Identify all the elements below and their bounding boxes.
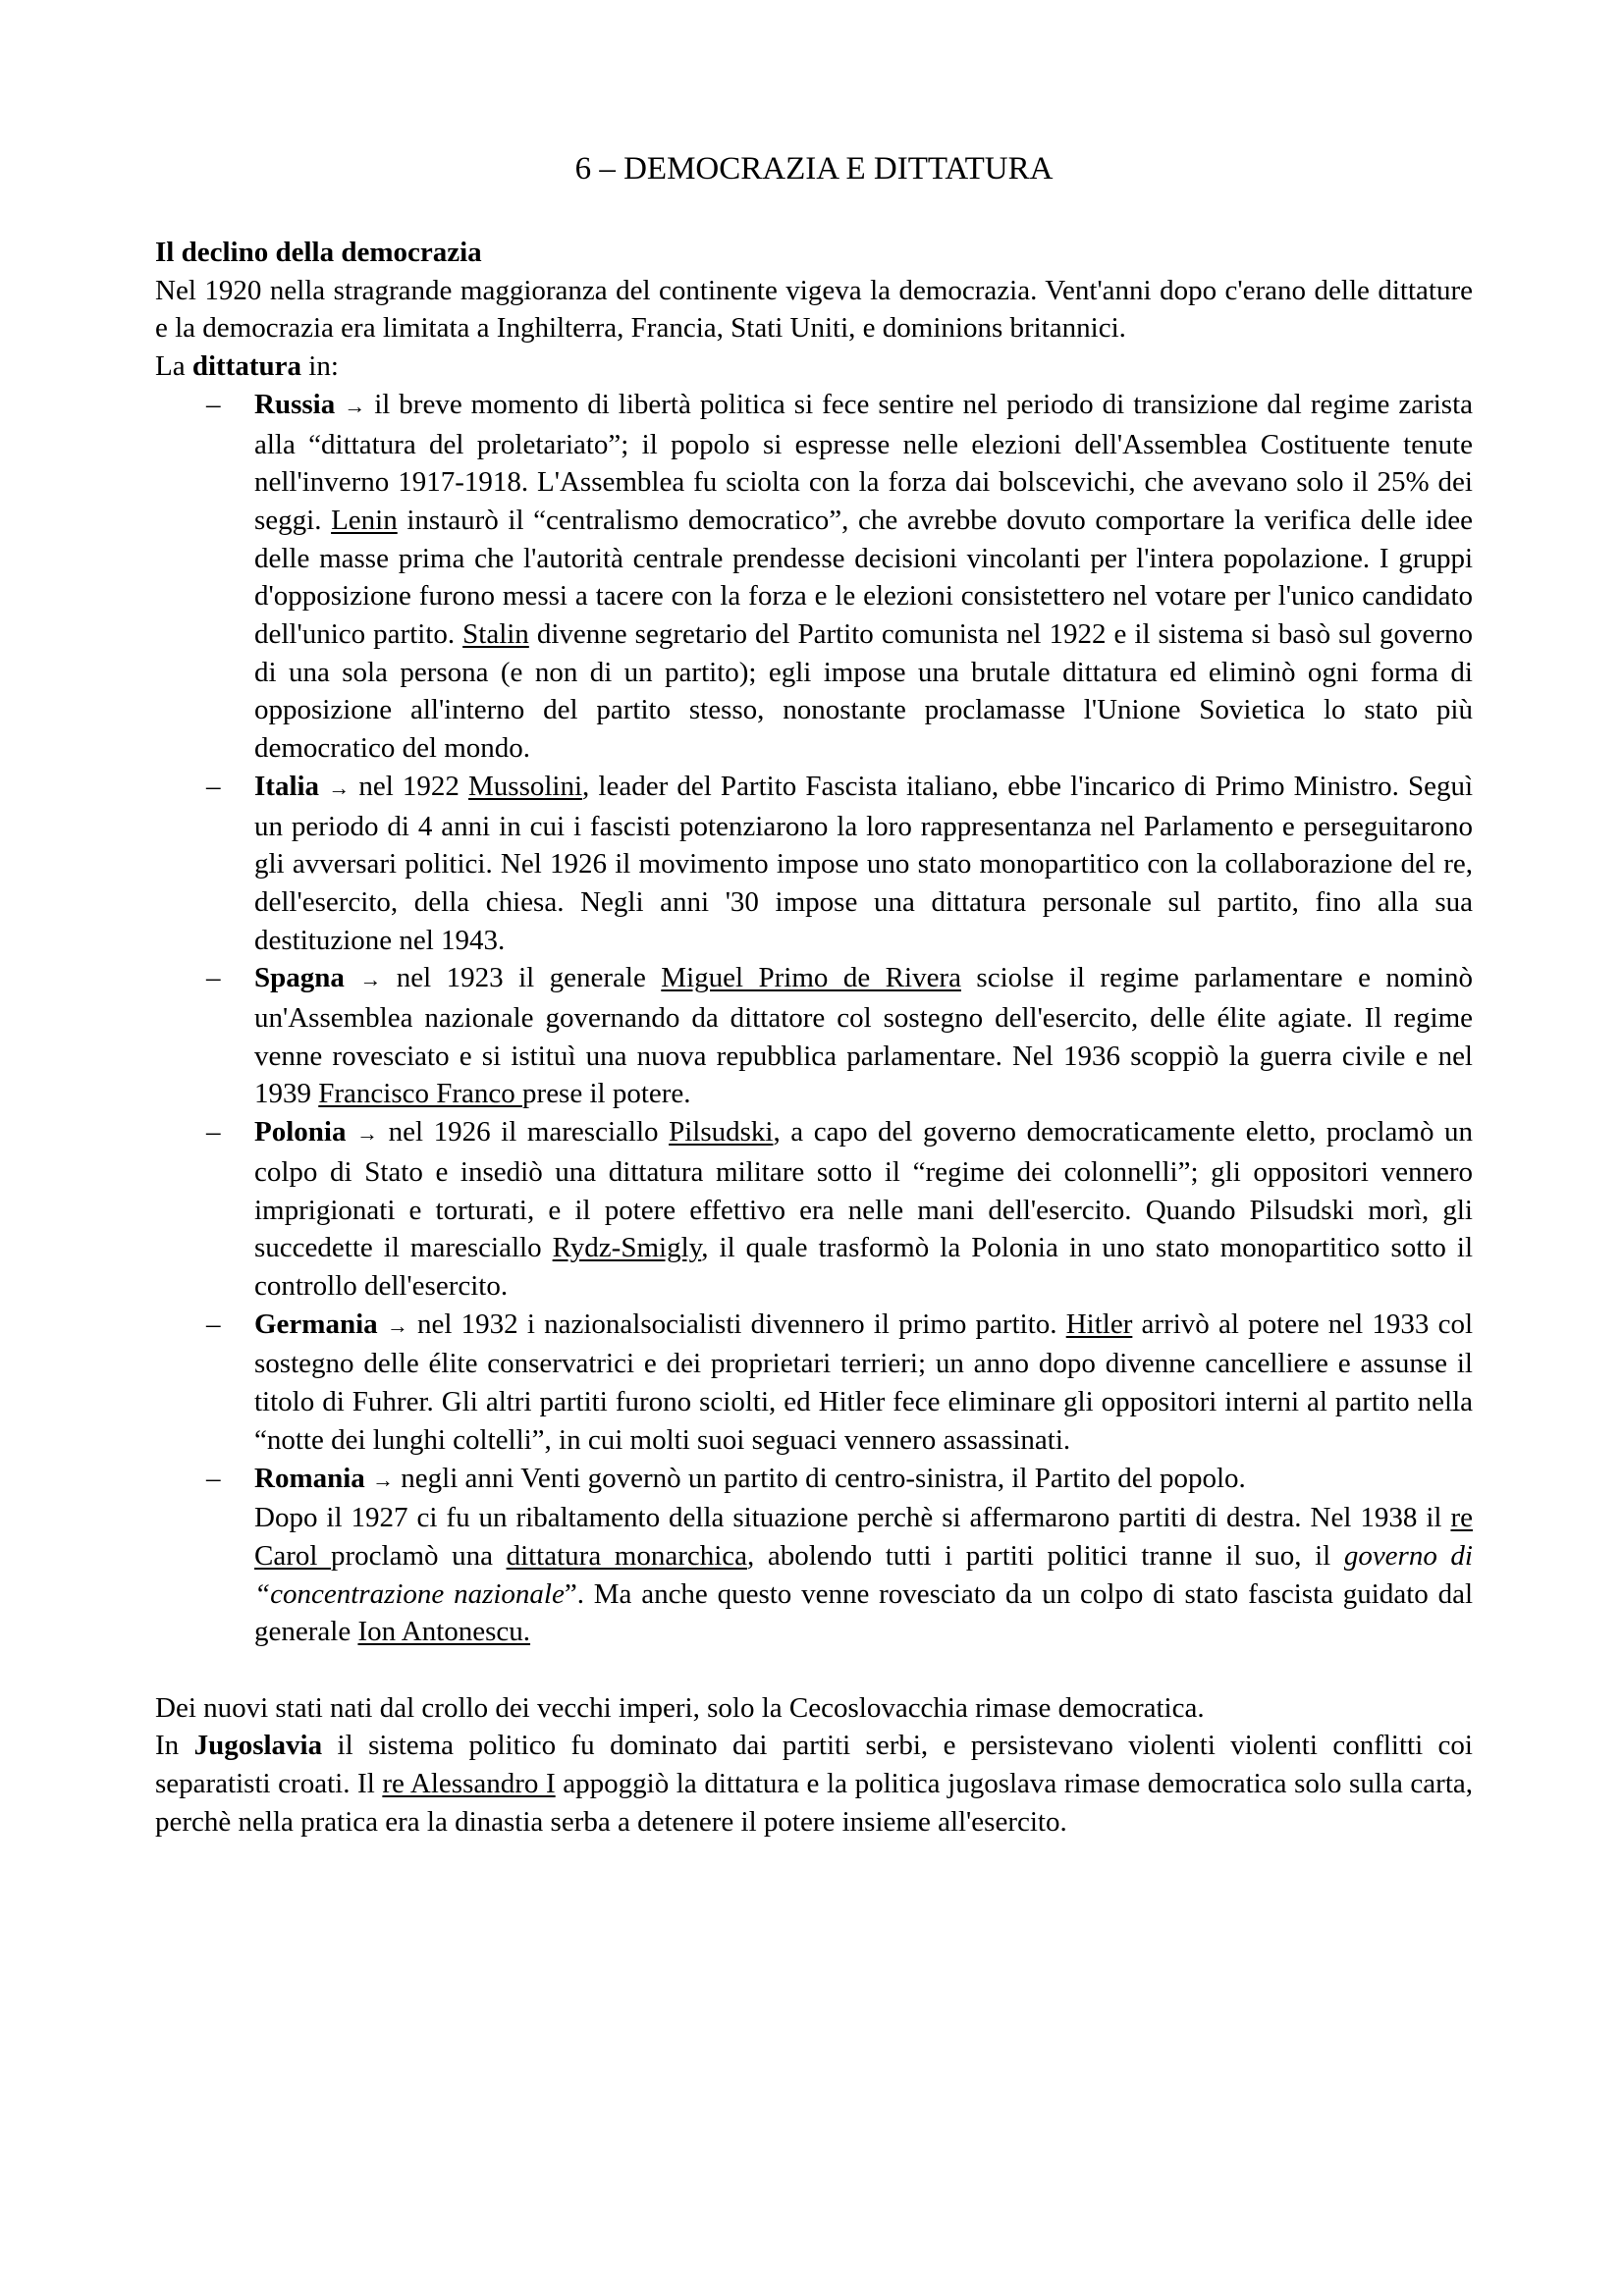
linked-name-antonescu: Ion Antonescu. xyxy=(357,1616,531,1648)
country-name: Italia xyxy=(254,770,320,802)
arrow-icon: → xyxy=(356,1121,379,1147)
arrow-icon: → xyxy=(359,967,382,992)
dash-bullet: – xyxy=(206,962,221,994)
country-name: Romania xyxy=(254,1462,365,1494)
dictatorship-word: dittatura xyxy=(191,350,302,383)
linked-name-primo-de-rivera: Miguel Primo de Rivera xyxy=(661,962,961,994)
linked-name-franco: Francisco Franco xyxy=(318,1078,523,1110)
country-list xyxy=(155,386,1473,1651)
document-title: 6 – DEMOCRAZIA E DITTATURA xyxy=(574,151,1054,187)
dictatorship-line: La dittatura in: xyxy=(155,350,339,383)
country-name: Germania xyxy=(254,1308,378,1340)
dash-bullet: – xyxy=(206,770,221,802)
list-item-italia: – Italia → nel 1922 Mussolini, leader del Partito Fascista italiano, ebbe l'incarico di Primo Ministro. Seguì un periodo di 4 anni in cui i fascisti potenziarono la loro rappresentanza nel Parlamento e perseguitarono gli avversari politici. Nel 1926 il movimento impose uno stato monopartitico con la collaborazione del re, dell'esercito, della chiesa. Negli anni '30 impose una dittatura personale sul partito, fino alla sua destituzione nel 1943. xyxy=(155,768,1473,960)
dash-bullet: – xyxy=(206,1116,221,1148)
linked-name-mussolini: Mussolini xyxy=(468,770,583,802)
linked-name-alessandro: re Alessandro I xyxy=(382,1768,556,1800)
list-item-spagna: – Spagna → nel 1923 il generale Miguel Primo de Rivera sciolse il regime parlamentare e nominò un'Assemblea nazionale governando da dittatore col sostegno dell'esercito, delle élite agiate. Il regime venne rovesciato e si istituì una nuova repubblica parlamentare. Nel 1936 scoppiò la guerra civile e nel 1939 Francisco Franco prese il potere. xyxy=(155,959,1473,1113)
linked-name-re-carol: re Carol xyxy=(254,1502,1473,1572)
linked-name-lenin: Lenin xyxy=(331,504,398,536)
linked-name-pilsudski: Pilsudski xyxy=(669,1116,774,1148)
list-item-romania: – Romania → negli anni Venti governò un partito di centro-sinistra, il Partito del popolo. Dopo il 1927 ci fu un ribaltamento della situazione perchè si affermarono partiti di destra. Nel 1938 il re Carol proclamò una dittatura monarchica, abolendo tutti i partiti politici tranne il suo, il governo di “concentrazione nazionale”. Ma anche questo venne rovesciato da un colpo di stato fascista guidato dal generale Ion Antonescu. xyxy=(155,1460,1473,1652)
section-heading: Il declino della democrazia xyxy=(155,237,482,268)
italic-term-governo: governo di “concentrazione nazionale xyxy=(254,1539,1473,1610)
country-name-jugoslavia: Jugoslavia xyxy=(193,1730,323,1762)
after-paragraph-2: In Jugoslavia il sistema politico fu dominato dai partiti serbi, e persistevano violenti violenti conflitti coi separatisti croati. Il re Alessandro I appoggiò la dittatura e la politica jugoslava rimase democratica solo sulla carta, perchè nella pratica era la dinastia serba a detenere il potere insieme all'esercito. xyxy=(155,1730,1473,1838)
country-name: Polonia xyxy=(254,1116,347,1148)
linked-name-hitler: Hitler xyxy=(1065,1308,1133,1340)
country-name: Russia xyxy=(254,388,336,420)
list-item-polonia: – Polonia → nel 1926 il maresciallo Pilsudski, a capo del governo democraticamente eletto, proclamò un colpo di Stato e insediò una dittatura militare sotto il “regime dei colonnelli”; gli oppositori vennero imprigionati e torturati, e il potere effettivo era nelle mani dell'esercito. Quando Pilsudski morì, gli succedette il maresciallo Rydz-Smigly, il quale trasformò la Polonia in uno stato monopartitico sotto il controllo dell'esercito. xyxy=(155,1113,1473,1306)
arrow-icon: → xyxy=(344,393,366,418)
country-name: Spagna xyxy=(254,962,345,994)
arrow-icon: → xyxy=(386,1312,408,1338)
linked-term-dittatura-monarchica: dittatura monarchica xyxy=(506,1539,748,1572)
after-paragraph-1: Dei nuovi stati nati dal crollo dei vecchi imperi, solo la Cecoslovacchia rimase democratica. xyxy=(155,1691,1205,1724)
paragraph-gap xyxy=(155,1651,1473,1689)
intro-paragraph: Nel 1920 nella stragrande maggioranza del continente vigeva la democrazia. Vent'anni dopo c'erano delle dittature e la democrazia era limitata a Inghilterra, Francia, Stati Uniti, e dominions britannici. xyxy=(155,274,1473,345)
list-item-germania: – Germania → nel 1932 i nazionalsocialisti divennero il primo partito. Hitler arrivò al potere nel 1933 col sostegno delle élite conservatrici e dei proprietari terrieri; un anno dopo divenne cancelliere e assunse il titolo di Fuhrer. Gli altri partiti furono sciolti, ed Hitler fece eliminare gli oppositori interni al partito nella “notte dei lunghi coltelli”, in cui molti suoi seguaci vennero assassinati. xyxy=(155,1306,1473,1460)
dash-bullet: – xyxy=(206,388,221,420)
dash-bullet: – xyxy=(206,1308,221,1340)
arrow-icon: → xyxy=(372,1467,395,1492)
list-item-russia: – Russia → il breve momento di libertà politica si fece sentire nel periodo di transizione dal regime zarista alla “dittatura del proletariato”; il popolo si espresse nelle elezioni dell'Assemblea Costituente tenute nell'inverno 1917-1918. L'Assemblea fu sciolta con la forza dai bolscevichi, che avevano solo il 25% dei seggi. Lenin instaurò il “centralismo democratico”, che avrebbe dovuto comportare la verifica delle idee delle masse prima che l'autorità centrale prendesse decisioni vincolanti per l'intera popolazione. I gruppi d'opposizione furono messi a tacere con la forza e le elezioni consistettero nel votare per l'unico candidato dell'unico partito. Stalin divenne segretario del Partito comunista nel 1922 e il sistema si basò sul governo di una sola persona (e non di un partito); egli impose una brutale dittatura ed eliminò ogni forma di opposizione all'interno del partito stesso, nonostante proclamasse l'Unione Sovietica lo stato più democratico del mondo. xyxy=(155,386,1473,768)
linked-name-rydz-smigly: Rydz-Smigly xyxy=(552,1232,702,1264)
document-page xyxy=(155,147,1473,1842)
linked-name-stalin: Stalin xyxy=(462,618,529,651)
dash-bullet: – xyxy=(206,1462,221,1494)
arrow-icon: → xyxy=(328,774,351,800)
